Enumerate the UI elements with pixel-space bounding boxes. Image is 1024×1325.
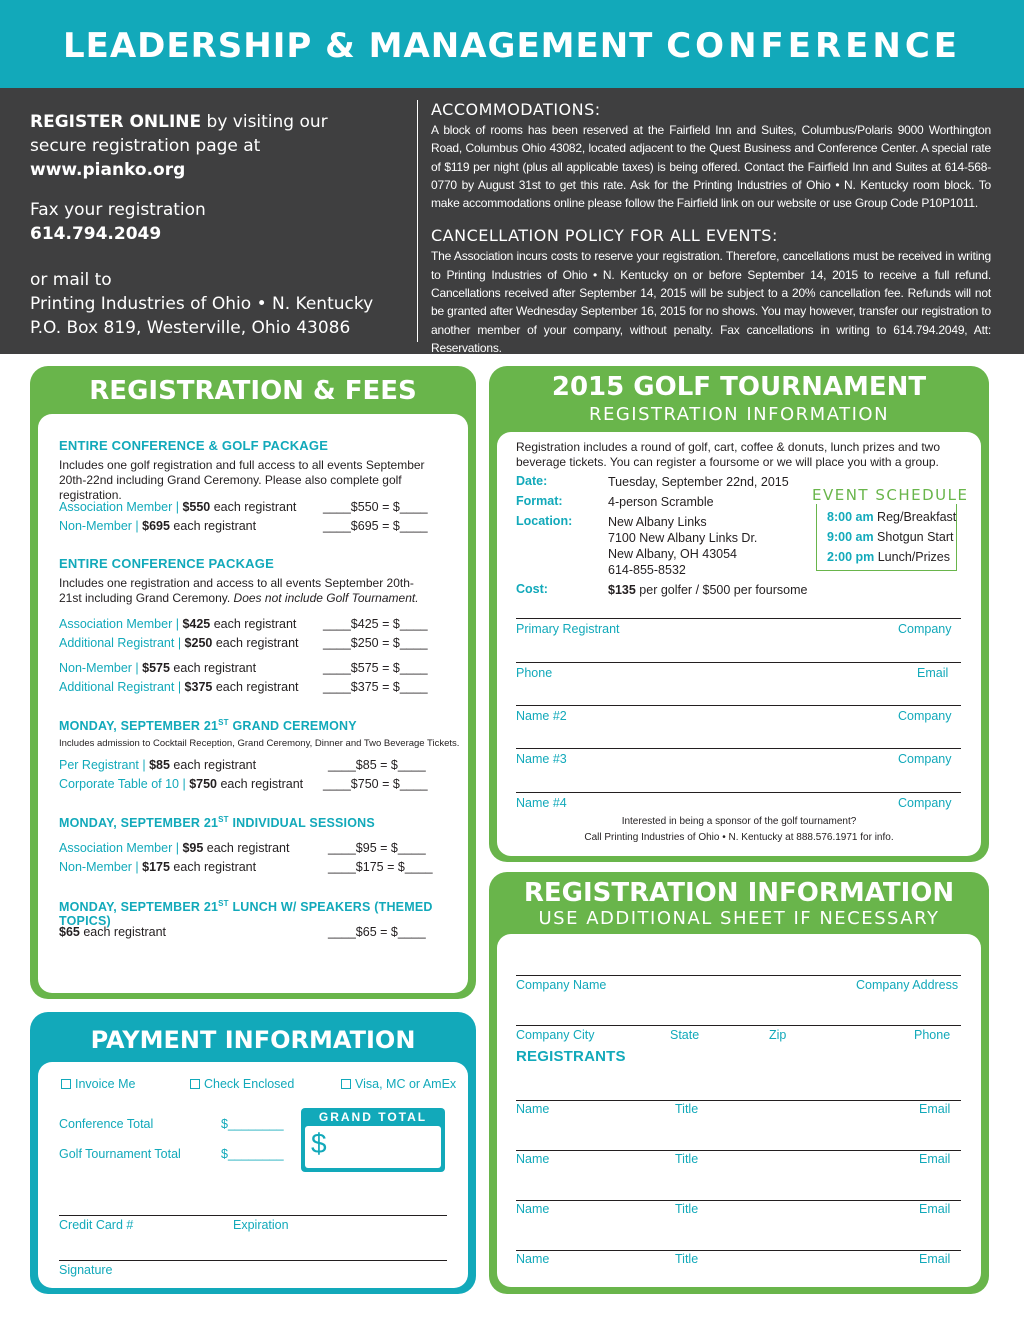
form-line[interactable] (59, 1215, 447, 1216)
fee-blank[interactable]: ____$750 = $____ (323, 777, 428, 791)
golf-total-input[interactable]: $________ (221, 1147, 284, 1161)
location-line: 7100 New Albany Links Dr. (608, 531, 758, 545)
section-head: ENTIRE CONFERENCE PACKAGE (59, 556, 274, 571)
card-option-label: Visa, MC or AmEx (355, 1077, 457, 1091)
form-line[interactable] (516, 748, 961, 749)
company-city-label: Company City (516, 1028, 595, 1042)
sponsor-note: Interested in being a sponsor of the golf tournament? Call Printing Industries of Ohio • N. Kentucky at 888.576.1971 for info. (584, 816, 894, 843)
date-key: Date: (516, 474, 548, 488)
check-label: Check Enclosed (204, 1077, 295, 1091)
golf-subtitle: REGISTRATION INFORMATION (588, 404, 890, 425)
fee-row: Association Member | $425 each registrant (59, 617, 297, 631)
location-line: 614-855-8532 (608, 563, 686, 577)
company-label: Company (898, 752, 952, 766)
form-line[interactable] (516, 1150, 961, 1151)
page-title: LEADERSHIP & MANAGEMENT CONFERENCE (62, 26, 962, 66)
format-key: Format: (516, 494, 563, 508)
fee-row: Additional Registrant | $375 each registrant (59, 680, 299, 694)
company-label: Company (898, 796, 952, 810)
card-checkbox[interactable] (341, 1079, 351, 1089)
conference-total-label: Conference Total (59, 1117, 154, 1131)
cost-key: Cost: (516, 582, 548, 596)
name-label: Name (516, 1102, 550, 1116)
credit-card-label: Credit Card # (59, 1218, 134, 1232)
payment-title: PAYMENT INFORMATION (90, 1026, 416, 1054)
section-desc: Includes admission to Cocktail Reception, Grand Ceremony, Dinner and Two Beverage Tickets. (59, 738, 460, 749)
golf-title: 2015 GOLF TOURNAMENT (551, 372, 927, 402)
name-label: Name (516, 1202, 550, 1216)
form-line[interactable] (516, 1250, 961, 1251)
date-value: Tuesday, September 22nd, 2015 (608, 475, 789, 489)
form-line[interactable] (516, 1100, 961, 1101)
primary-registrant-label: Primary Registrant (516, 622, 620, 636)
grand-total-label: GRAND TOTAL (318, 1110, 428, 1124)
name-label: Name (516, 1152, 550, 1166)
info-band (0, 88, 1024, 354)
grand-total-input[interactable] (305, 1126, 441, 1168)
accommodations-text: A block of rooms has been reserved at the Fairfield Inn and Suites, Columbus/Polaris 9000 Worthington Road, Columbus Ohio 43082, located adjacent to the Quest Business and Conference Center. A special rate of $119 per night (plus all applicable taxes) is being offered. Contact the Fairfield Inn and Suites at 614-568-0770 by August 31st to get this rate. Ask for the Printing Industries of Ohio • N. Kentucky room block. To make accommodations online please follow the Fairfield link on our website or use Group Code P10P1011. (431, 123, 991, 211)
event-schedule-title: EVENT SCHEDULE (812, 486, 969, 504)
title-label: Title (675, 1202, 699, 1216)
registration-info-panel (489, 872, 989, 1294)
form-line[interactable] (516, 975, 961, 976)
section-head: ENTIRE CONFERENCE & GOLF PACKAGE (59, 438, 329, 453)
fee-row: Additional Registrant | $250 each registrant (59, 636, 299, 650)
cancellation-heading: CANCELLATION POLICY FOR ALL EVENTS: (431, 226, 778, 246)
fee-row: Association Member | $550 each registrant (59, 500, 297, 514)
form-line[interactable] (516, 1200, 961, 1201)
format-value: 4-person Scramble (608, 495, 714, 509)
phone-label: Phone (914, 1028, 951, 1042)
form-line[interactable] (516, 1025, 961, 1026)
title-label: Title (675, 1102, 699, 1116)
cancellation-text: The Association incurs costs to reserve your registration. Therefore, cancellations must be received in writing to Printing Industries of Ohio • N. Kentucky on or before September 14, 2015 to receive a full refund. Cancellations received after September 14, 2015 will be subject to a 20% cancellation fee. Refunds will not be granted after Wednesday September 16, 2015 for no shows. You may however, transfer our registration to another member of your company, without penalty. Fax cancellations in writing to 614.794.2049, Att: Reservations. (431, 249, 991, 355)
schedule-item: 2:00 pm Lunch/Prizes (827, 550, 950, 564)
section-desc: Includes one golf registration and full access to all events September 20th-22nd including Grand Ceremony. Please also complete golf registration. (59, 458, 425, 502)
zip-label: Zip (769, 1028, 787, 1042)
fee-row: Association Member | $95 each registrant (59, 841, 290, 855)
company-label: Company (898, 622, 952, 636)
location-line: New Albany, OH 43054 (608, 547, 738, 561)
fee-row: Per Registrant | $85 each registrant (59, 758, 257, 772)
fee-blank[interactable]: ____$95 = $____ (328, 841, 426, 855)
company-label: Company (898, 709, 952, 723)
invoice-label: Invoice Me (75, 1077, 136, 1091)
contact-block: REGISTER ONLINE by visiting our secure registration page at www.pianko.org Fax your registration 614.794.2049 or mail to Printing Industries of Ohio • N. Kentucky P.O. Box 819, Westerville, Ohio 43086 (30, 112, 374, 338)
fee-blank[interactable]: ____$175 = $____ (328, 860, 433, 874)
fee-blank[interactable]: ____$425 = $____ (323, 617, 428, 631)
section-head: MONDAY, SEPTEMBER 21ST LUNCH W/ SPEAKERS (THEMED TOPICS) (59, 899, 433, 929)
fee-row: $65 each registrant (59, 925, 167, 939)
fee-blank[interactable]: ____$695 = $____ (323, 519, 428, 533)
title-label: Title (675, 1252, 699, 1266)
location-key: Location: (516, 514, 573, 528)
fee-row: Corporate Table of 10 | $750 each registrant (59, 777, 304, 791)
golf-intro: Registration includes a round of golf, cart, coffee & donuts, lunch prizes and two beverage tickets. You can register a foursome or we will place you with a group. (516, 440, 941, 469)
golf-total-label: Golf Tournament Total (59, 1147, 181, 1161)
title-label: Title (675, 1152, 699, 1166)
section-head: MONDAY, SEPTEMBER 21ST INDIVIDUAL SESSIONS (59, 815, 375, 831)
form-line[interactable] (516, 792, 961, 793)
conference-total-input[interactable]: $________ (221, 1117, 284, 1131)
email-label: Email (919, 1152, 951, 1166)
fee-blank[interactable]: ____$375 = $____ (323, 680, 428, 694)
check-checkbox[interactable] (190, 1079, 200, 1089)
section-desc: Includes one registration and access to all events September 20th-21st including Grand Ceremony. Does not include Golf Tournament. (59, 576, 419, 605)
state-label: State (670, 1028, 700, 1042)
email-label: Email (917, 666, 949, 680)
email-label: Email (919, 1252, 951, 1266)
fee-row: Non-Member | $695 each registrant (59, 519, 257, 533)
reginfo-title: REGISTRATION INFORMATION (523, 878, 955, 908)
golf-panel (489, 366, 989, 862)
payment-panel (30, 1012, 476, 1294)
fee-blank[interactable]: ____$575 = $____ (323, 661, 428, 675)
fee-blank[interactable]: ____$550 = $____ (323, 500, 428, 514)
name-label: Name (516, 1252, 550, 1266)
accommodations-heading: ACCOMMODATIONS: (431, 100, 601, 119)
fee-blank[interactable]: ____$65 = $____ (328, 925, 426, 939)
schedule-item: 8:00 am Reg/Breakfast (827, 510, 957, 524)
form-line[interactable] (516, 705, 961, 706)
company-address-label: Company Address (856, 978, 959, 992)
fees-panel (30, 366, 476, 999)
email-label: Email (919, 1102, 951, 1116)
schedule-item: 9:00 am Shotgun Start (827, 530, 954, 544)
name2-label: Name #2 (516, 709, 567, 723)
company-name-label: Company Name (516, 978, 607, 992)
email-label: Email (919, 1202, 951, 1216)
fees-title: REGISTRATION & FEES (89, 376, 417, 406)
location-line: New Albany Links (608, 515, 707, 529)
signature-label: Signature (59, 1263, 113, 1277)
website-link[interactable]: www.pianko.org (30, 160, 186, 180)
fee-blank[interactable]: ____$250 = $____ (323, 636, 428, 650)
phone-label: Phone (516, 666, 553, 680)
section-head: MONDAY, SEPTEMBER 21ST GRAND CEREMONY (59, 718, 357, 734)
registrants-heading: REGISTRANTS (516, 1048, 626, 1065)
form-line[interactable] (59, 1260, 447, 1261)
invoice-checkbox[interactable] (61, 1079, 71, 1089)
title-banner (0, 0, 1024, 88)
name4-label: Name #4 (516, 796, 567, 810)
divider (417, 100, 418, 342)
fee-blank[interactable]: ____$85 = $____ (328, 758, 426, 772)
form-line[interactable] (516, 618, 961, 619)
name3-label: Name #3 (516, 752, 567, 766)
dollar-sign: $ (311, 1128, 327, 1159)
fax-number: 614.794.2049 (30, 224, 162, 244)
cost-value: $135 per golfer / $500 per foursome (608, 583, 808, 597)
expiration-label: Expiration (233, 1218, 289, 1232)
reginfo-subtitle: USE ADDITIONAL SHEET IF NECESSARY (538, 908, 940, 929)
fee-row: Non-Member | $575 each registrant (59, 661, 257, 675)
fee-row: Non-Member | $175 each registrant (59, 860, 257, 874)
form-line[interactable] (516, 662, 961, 663)
grand-total-box (301, 1108, 445, 1172)
policy-block (431, 100, 991, 357)
